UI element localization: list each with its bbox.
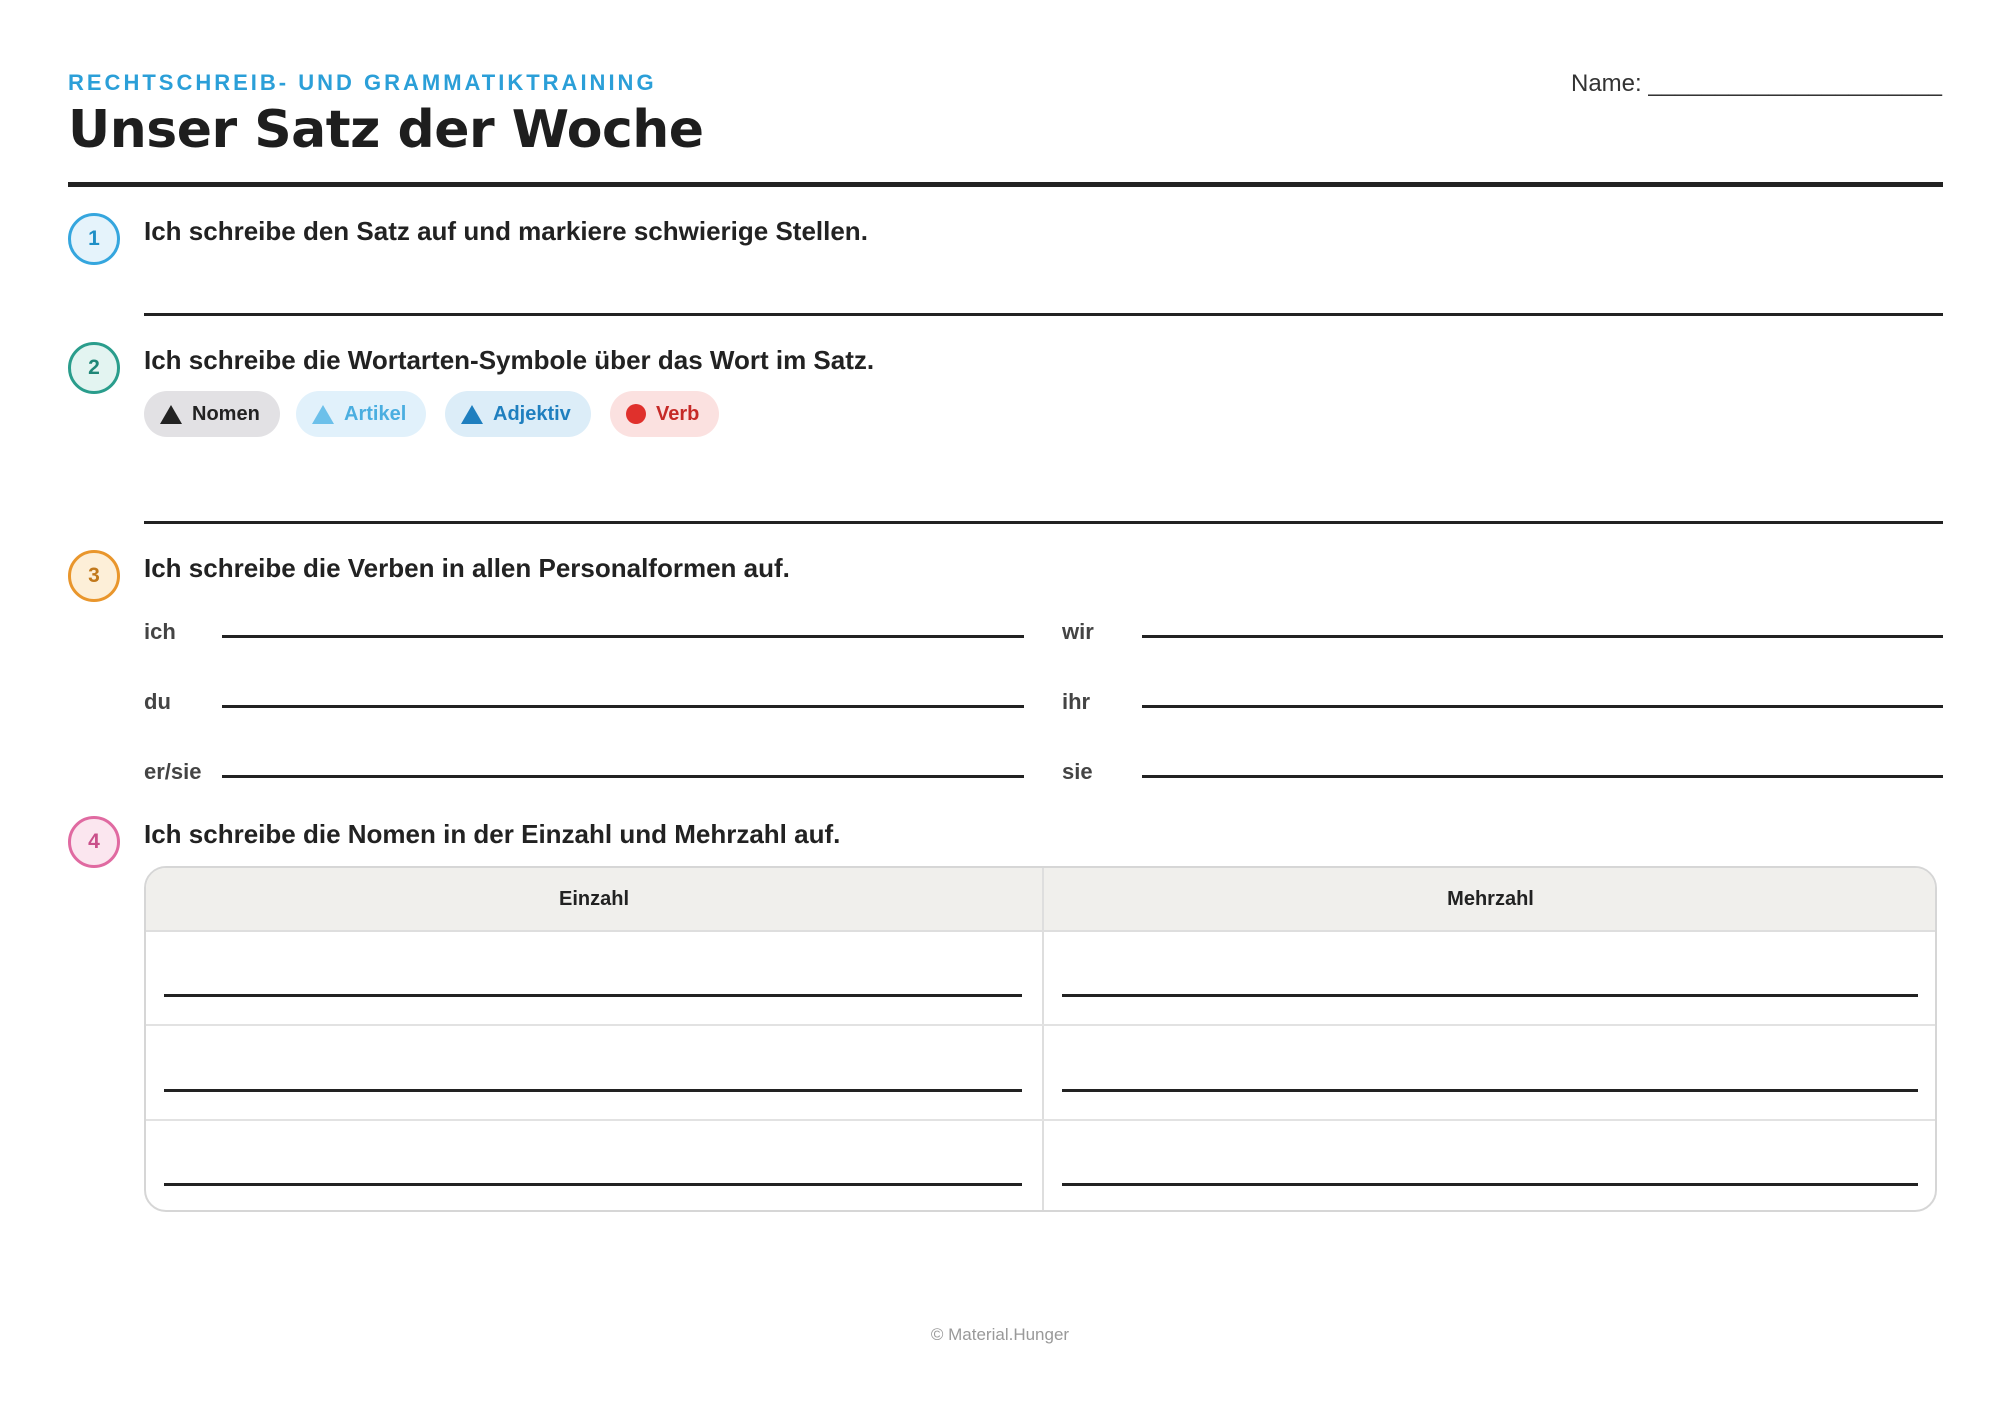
table-writing-line[interactable] [164,994,1022,997]
worksheet-subtitle: RECHTSCHREIB- UND GRAMMATIKTRAINING [68,70,657,95]
page-title: Unser Satz der Woche [68,100,704,160]
legend-label: Artikel [344,402,407,425]
red-circle-icon [626,404,646,424]
writing-line[interactable] [1142,635,1943,638]
black-triangle-icon [160,405,182,424]
column-header-einzahl: Einzahl [558,887,629,910]
writing-line[interactable] [1142,775,1943,778]
row-divider [146,1024,1935,1026]
footer-copyright: © Material.Hunger [930,1325,1070,1344]
task-number-badge: 3 [68,550,120,602]
blue-triangle-icon [461,405,483,424]
task-instruction: Ich schreibe die Wortarten-Symbole über das Wort im Satz. [144,345,875,375]
legend-label: Verb [656,402,700,425]
writing-line[interactable] [222,635,1024,638]
task-instruction: Ich schreibe die Nomen in der Einzahl und Mehrzahl auf. [144,819,841,849]
person-label: du [144,689,171,714]
column-header-mehrzahl: Mehrzahl [1447,887,1534,910]
table-writing-line[interactable] [1062,1183,1918,1186]
person-label: sie [1062,759,1093,784]
writing-line[interactable] [144,521,1943,524]
task-number-badge: 1 [68,213,120,265]
person-label: ich [144,619,176,644]
legend-label: Adjektiv [493,402,571,425]
noun-table [144,866,1937,1212]
column-divider [1042,868,1044,1210]
row-divider [146,1119,1935,1121]
writing-line[interactable] [144,313,1943,316]
table-writing-line[interactable] [1062,1089,1918,1092]
light-blue-triangle-icon [312,405,334,424]
legend-label: Nomen [192,402,260,425]
legend-chip-nomen [144,391,280,437]
writing-line[interactable] [222,705,1024,708]
writing-line[interactable] [222,775,1024,778]
task-instruction: Ich schreibe die Verben in allen Personalformen auf. [144,553,790,583]
header-divider [68,182,1943,187]
name-field[interactable]: Name: ______________________ [1570,70,1942,97]
legend-chip-adjektiv [445,391,591,437]
table-writing-line[interactable] [1062,994,1918,997]
table-writing-line[interactable] [164,1089,1022,1092]
legend-chip-verb [610,391,719,437]
task-instruction: Ich schreibe den Satz auf und markiere schwierige Stellen. [144,216,868,246]
task-number-badge: 4 [68,816,120,868]
table-writing-line[interactable] [164,1183,1022,1186]
table-header [146,868,1935,932]
person-label: wir [1062,619,1094,644]
writing-line[interactable] [1142,705,1943,708]
person-label: er/sie [144,759,202,784]
task-number-badge: 2 [68,342,120,394]
legend-chip-artikel [296,391,426,437]
person-label: ihr [1062,689,1091,714]
